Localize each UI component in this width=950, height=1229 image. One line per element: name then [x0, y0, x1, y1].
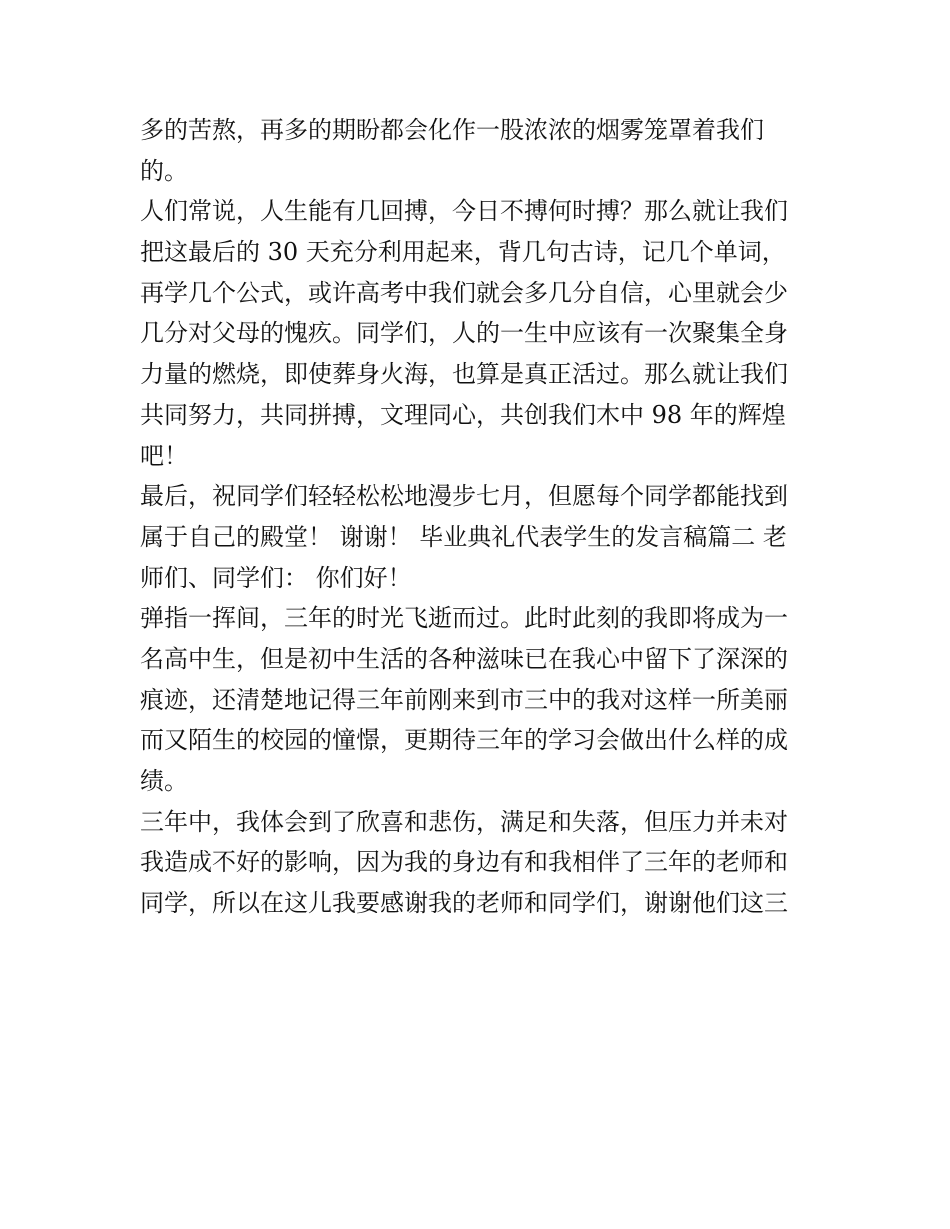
paragraph-4	[140, 598, 820, 801]
text-line: 吧！	[140, 441, 188, 470]
text-line: 力量的燃烧，即使葬身火海，也算是真正活过。那么就让我们	[140, 360, 788, 389]
text-line: 我造成不好的影响，因为我的身边有和我相伴了三年的老师和	[140, 848, 788, 877]
text-line: 再学几个公式，或许高考中我们就会多几分自信，心里就会少	[140, 278, 788, 307]
text-line: 的。	[140, 156, 188, 185]
paragraph-5	[140, 802, 820, 924]
text-line: 最后，祝同学们轻轻松松地漫步七月，但愿每个同学都能找到	[140, 482, 788, 511]
text-line: 共同努力，共同拼搏，文理同心，共创我们木中 98 年的辉煌	[140, 400, 786, 429]
text-line: 属于自己的殿堂！ 谢谢！ 毕业典礼代表学生的发言稿篇二 老	[140, 522, 787, 551]
document-body	[140, 110, 820, 924]
text-line: 人们常说，人生能有几回搏，今日不搏何时搏？那么就让我们	[140, 197, 788, 226]
text-line: 多的苦熬，再多的期盼都会化作一股浓浓的烟雾笼罩着我们	[140, 116, 764, 144]
text-line: 师们、同学们： 你们好！	[140, 563, 412, 592]
text-line: 几分对父母的愧疚。同学们，人的一生中应该有一次聚集全身	[140, 319, 788, 348]
text-line: 把这最后的 30 天充分利用起来，背几句古诗，记几个单词，	[140, 238, 786, 267]
paragraph-1	[140, 110, 820, 191]
text-line: 痕迹，还清楚地记得三年前刚来到市三中的我对这样一所美丽	[140, 685, 788, 714]
text-line: 弹指一挥间，三年的时光飞逝而过。此时此刻的我即将成为一	[140, 604, 788, 633]
text-line: 名高中生，但是初中生活的各种滋味已在我心中留下了深深的	[140, 644, 788, 673]
text-line: 而又陌生的校园的憧憬，更期待三年的学习会做出什么样的成	[140, 726, 788, 755]
text-line: 同学，所以在这儿我要感谢我的老师和同学们，谢谢他们这三	[140, 889, 788, 918]
paragraph-3	[140, 476, 820, 598]
text-line: 绩。	[140, 767, 188, 795]
paragraph-2	[140, 191, 820, 476]
text-line: 三年中，我体会到了欣喜和悲伤，满足和失落，但压力并未对	[140, 807, 788, 836]
